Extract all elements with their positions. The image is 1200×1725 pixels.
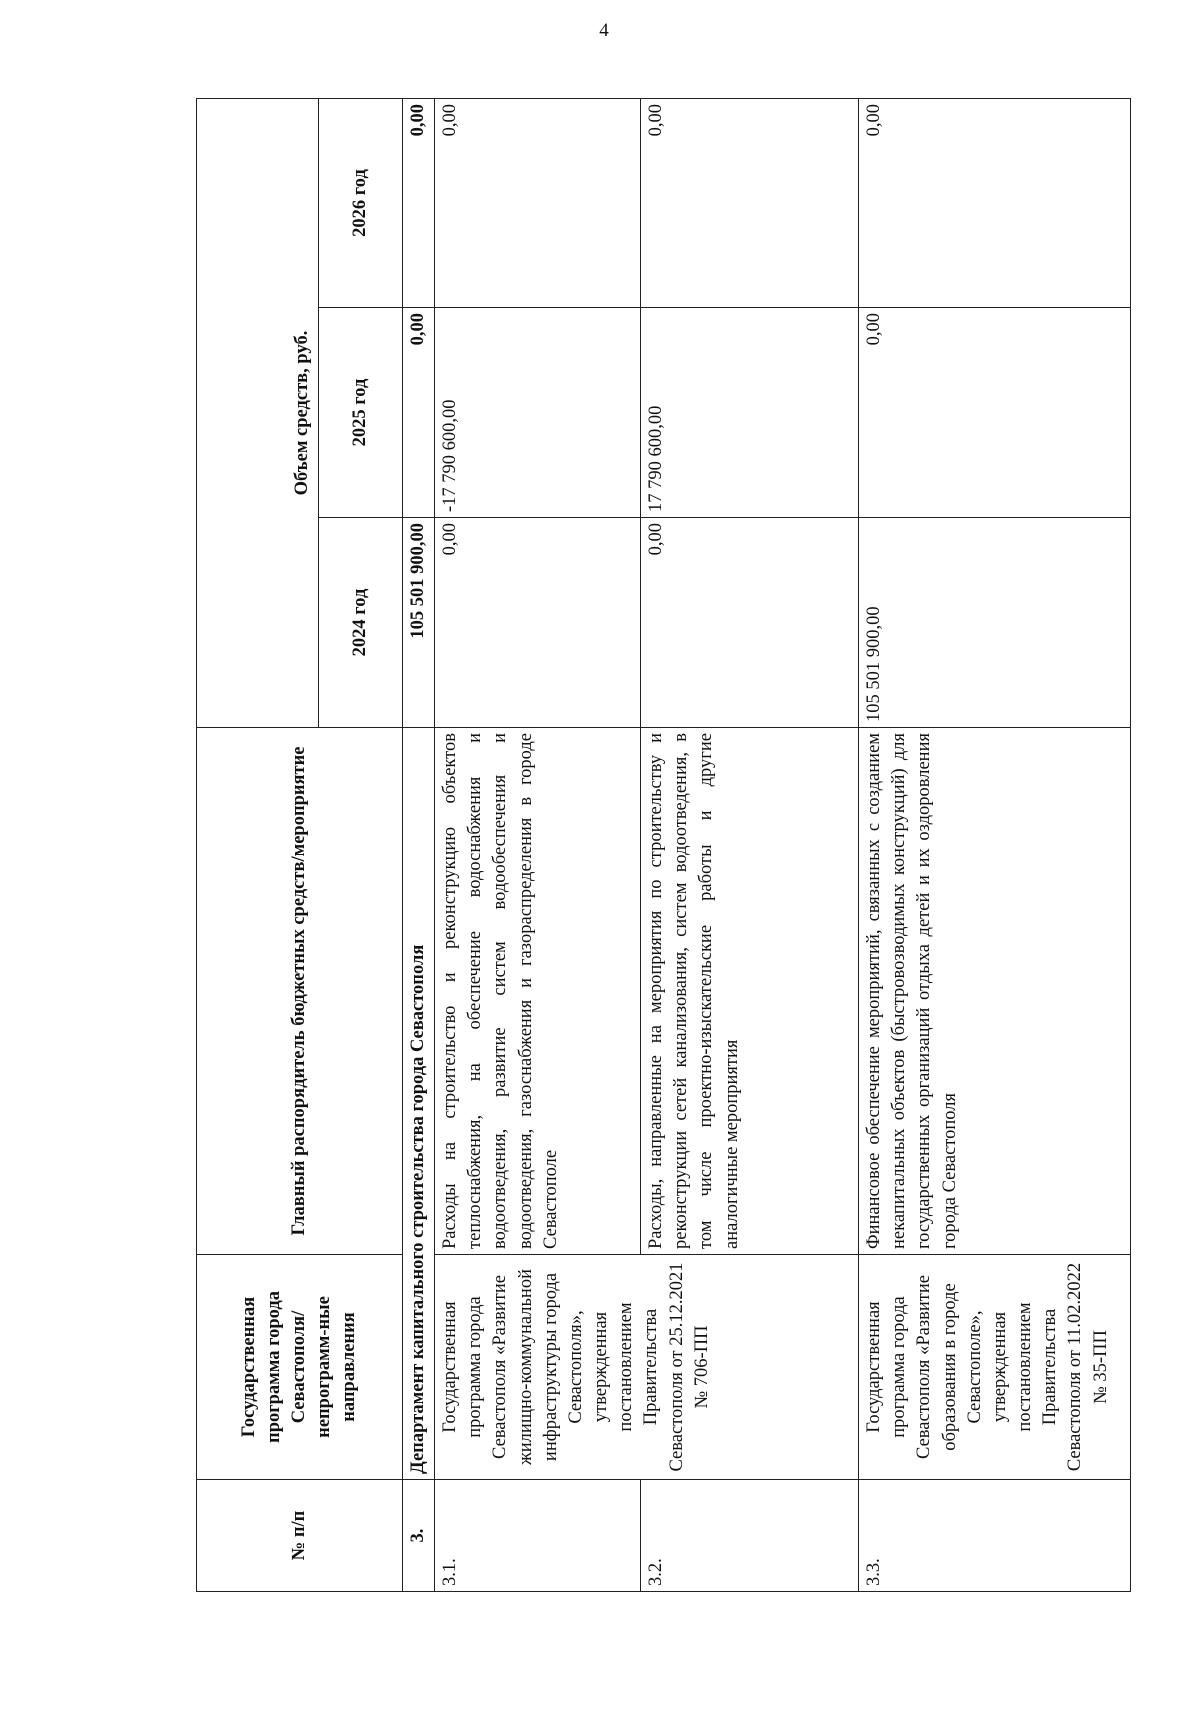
- row-event: Расходы на строительство и реконструкцию объектов теплоснабжения, на обеспечение водоснабжения и водоотведения, развитие систем водообеспечения и водоотведения, газоснабжения и газораспределения в городе Севастополе: [435, 728, 641, 1255]
- row-value-2024: 0,00: [641, 518, 859, 728]
- department-name: Департамент капитального строительства города Севастополя: [403, 728, 435, 1480]
- department-row: [403, 98, 435, 1591]
- header-year-2026: 2026 год: [319, 98, 403, 307]
- row-event: Финансовое обеспечение мероприятий, связанных с созданием некапитальных объектов (быстровозводимых конструкций) для государственных организаций отдыха детей и их оздоровления города Севастополя: [859, 728, 1131, 1255]
- table-row: [435, 98, 641, 1591]
- rotated-table-wrapper: [196, 99, 1130, 1592]
- department-value-2024: 105 501 900,00: [403, 518, 435, 728]
- row-program: Государственная программа города Севастополя «Развитие образования в городе Севастополе», утвержденная постановлением Правительства Севастополя от 11.02.2022 № 35-ПП: [859, 1255, 1131, 1480]
- row-num: 3.1.: [435, 1480, 641, 1592]
- header-volume: Объем средств, руб.: [197, 98, 319, 727]
- row-value-2024: 105 501 900,00: [859, 518, 1131, 728]
- row-value-2026: 0,00: [641, 98, 859, 307]
- department-value-2026: 0,00: [403, 98, 435, 307]
- header-program: Государственная программа города Севастополя/непрограмм-ные направления: [197, 1255, 403, 1480]
- department-num: 3.: [403, 1480, 435, 1592]
- row-value-2024: 0,00: [435, 518, 641, 728]
- row-event: Расходы, направленные на мероприятия по строительству и реконструкции сетей канализования, систем водоотведения, в том числе проектно-изыскательские работы и другие аналогичные мероприятия: [641, 728, 859, 1255]
- header-num: № п/п: [197, 1480, 403, 1592]
- header-row-1: [197, 98, 319, 1591]
- row-value-2025: 0,00: [859, 308, 1131, 518]
- department-value-2025: 0,00: [403, 308, 435, 518]
- header-distributor: Главный распорядитель бюджетных средств/мероприятие: [197, 728, 403, 1255]
- row-program: Государственная программа города Севастополя «Развитие жилищно-коммунальной инфраструктуры города Севастополя», утвержденная постановлением Правительства Севастополя от 25.12.2021 № 706-ПП: [435, 1255, 859, 1480]
- row-value-2025: 17 790 600,00: [641, 308, 859, 518]
- page-number: 4: [599, 20, 609, 41]
- row-value-2026: 0,00: [859, 98, 1131, 307]
- header-year-2024: 2024 год: [319, 518, 403, 728]
- row-num: 3.3.: [859, 1480, 1131, 1592]
- row-value-2025: -17 790 600,00: [435, 308, 641, 518]
- row-value-2026: 0,00: [435, 98, 641, 307]
- table-row: [859, 98, 1131, 1591]
- header-year-2025: 2025 год: [319, 308, 403, 518]
- row-num: 3.2.: [641, 1480, 859, 1592]
- budget-table: [196, 98, 1131, 1592]
